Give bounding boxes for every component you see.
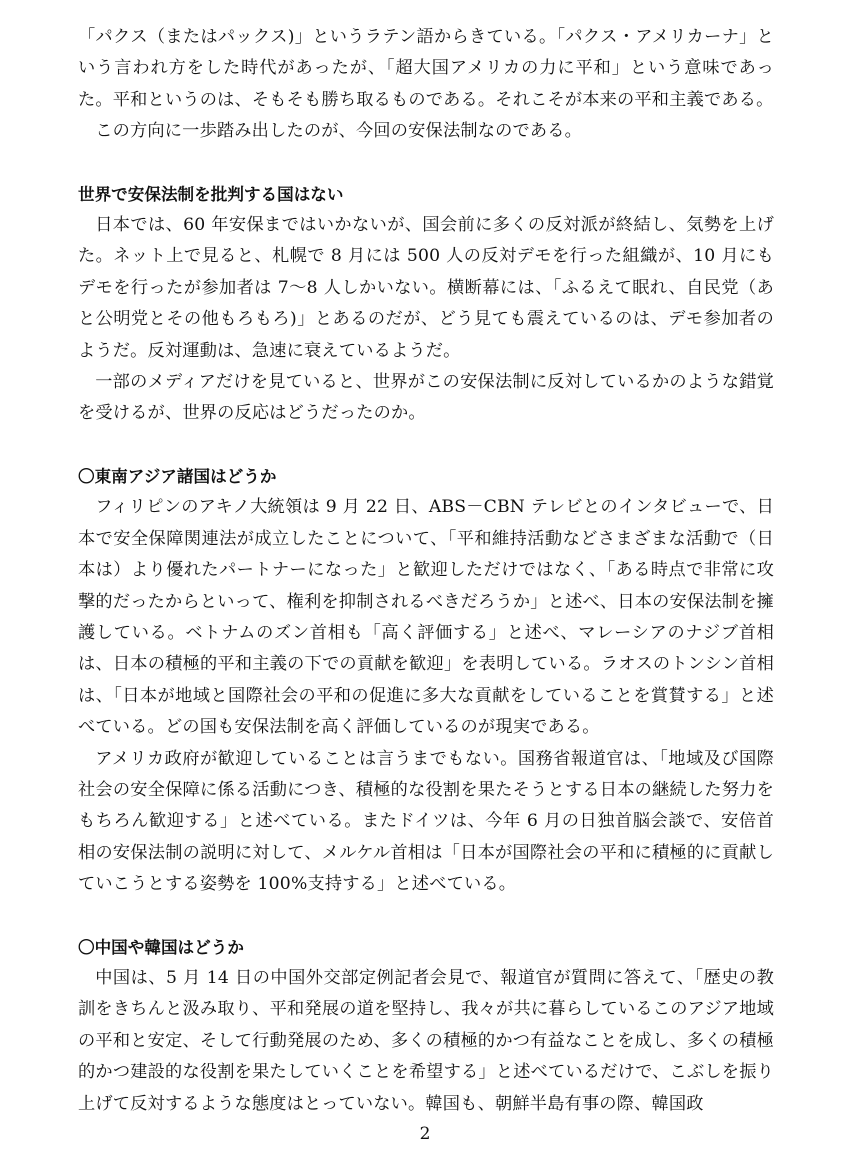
intro-paragraph-1: 「パクス（またはパックス)」というラテン語からきている。「パクス・アメリカーナ」という言われ方をした時代があったが、「超大国アメリカの力に平和」という意味であった。平和というのは、そもそも勝ち取るものである。それこそが本来の平和主義である。 xyxy=(78,27,774,110)
page-number: 2 xyxy=(419,1124,431,1144)
section-heading-world: 世界で安保法制を批判する国はない xyxy=(78,184,344,204)
section2-paragraph-2: アメリカ政府が歓迎していることは言うまでもない。国務省報道官は、「地域及び国際社会の安全保障に係る活動につき、積極的な役割を果たそうとする日本の継続した努力をもちろん歓迎する」と述べている。またドイツは、今年 6 月の日独首脳会談で、安倍首相の安保法制の説明に対して、メルケル首相は「日本が国際社会の平和に積極的に貢献していこうとする姿勢を 100%支持する」と述べている。 xyxy=(78,748,774,895)
section3-paragraph-1: 中国は、5 月 14 日の中国外交部定例記者会見で、報道官が質問に答えて、「歴史の教訓をきちんと汲み取り、平和発展の道を堅持し、我々が共に暮らしているこのアジア地域の平和と安定、そして行動発展のため、多くの積極的かつ有益なことを成し、多くの積極的かつ建設的な役割を果たしていくことを希望する」と述べているだけで、こぶしを振り上げて反対するような態度はとっていない。韓国も、朝鮮半島有事の際、韓国政 xyxy=(78,967,774,1114)
section1-paragraph-2: 一部のメディアだけを見ていると、世界がこの安保法制に反対しているかのような錯覚を受けるが、世界の反応はどうだったのか。 xyxy=(78,372,774,424)
section-gap xyxy=(78,430,774,461)
document-body xyxy=(78,22,774,1120)
section-heading-southeast-asia: 〇東南アジア諸国はどうか xyxy=(78,466,277,486)
intro-paragraph-2: この方向に一歩踏み出したのが、今回の安保法制なのである。 xyxy=(95,121,583,142)
section-heading-china-korea: 〇中国や韓国はどうか xyxy=(78,937,244,957)
section1-paragraph-1: 日本では、60 年安保まではいかないが、国会前に多くの反対派が終結し、気勢を上げた。ネット上で見ると、札幌で 8 月には 500 人の反対デモを行った組織が、10 月にもデモを行ったが参加者は 7～8 人しかいない。横断幕には、「ふるえて眠れ、自民党（あと公明党とその他もろもろ)」とあるのだが、どう見ても震えているのは、デモ参加者のようだ。反対運動は、急速に衰えているようだ。 xyxy=(78,215,774,361)
section2-paragraph-1: フィリピンのアキノ大統領は 9 月 22 日、ABS－CBN テレビとのインタビューで、日本で安全保障関連法が成立したことについて、「平和維持活動などさまざまな活動で（日本は）より優れたパートナーになった」と歓迎しただけではなく、「ある時点で非常に攻撃的だったからといって、権利を抑制されるべきだろうか」と述べ、日本の安保法制を擁護している。ベトナムのズン首相も「高く評価する」と述べ、マレーシアのナジブ首相は、日本の積極的平和主義の下での貢献を歓迎」を表明している。ラオスのトンシン首相は、「日本が地域と国際社会の平和の促進に多大な貢献をしていることを賞賛する」と述べている。どの国も安保法制を高く評価しているのが現実である。 xyxy=(78,497,774,738)
section-gap xyxy=(78,901,774,932)
section-gap xyxy=(78,148,774,179)
